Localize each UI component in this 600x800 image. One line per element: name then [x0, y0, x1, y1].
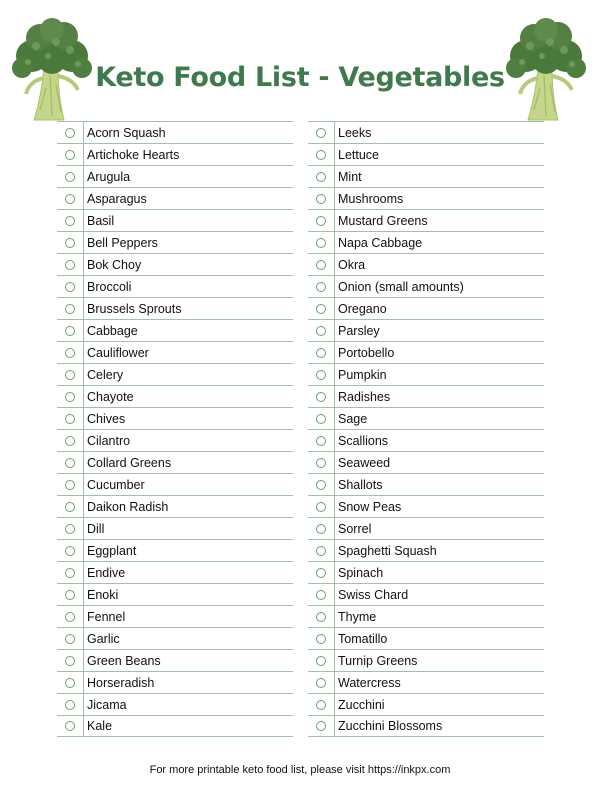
checklist-item — [57, 231, 293, 253]
checklist-item — [57, 583, 293, 605]
checklist-item — [308, 605, 544, 627]
checkbox[interactable] — [308, 276, 335, 297]
checklist-item — [57, 451, 293, 473]
checkbox[interactable] — [57, 650, 84, 671]
checklist-item — [57, 363, 293, 385]
checklist-item — [308, 341, 544, 363]
checkbox[interactable] — [308, 298, 335, 319]
checkbox[interactable] — [57, 452, 84, 473]
checkbox-circle-icon — [316, 414, 326, 424]
checkbox[interactable] — [308, 694, 335, 715]
checklist-item — [57, 627, 293, 649]
checkbox-circle-icon — [65, 326, 75, 336]
checkbox[interactable] — [57, 672, 84, 693]
checkbox[interactable] — [308, 122, 335, 143]
item-label: Asparagus — [87, 191, 147, 206]
item-label: Acorn Squash — [87, 125, 166, 140]
checkbox[interactable] — [57, 122, 84, 143]
checklist-item — [57, 165, 293, 187]
checkbox-circle-icon — [65, 414, 75, 424]
checkbox[interactable] — [308, 188, 335, 209]
item-label: Spinach — [338, 565, 384, 580]
checklist-item — [308, 231, 544, 253]
item-label: Dill — [87, 521, 105, 536]
checkbox-circle-icon — [316, 568, 326, 578]
checkbox[interactable] — [57, 166, 84, 187]
checkbox-circle-icon — [316, 502, 326, 512]
item-label: Seaweed — [338, 455, 391, 470]
checkbox-circle-icon — [65, 348, 75, 358]
item-label: Jicama — [87, 697, 127, 712]
checkbox-circle-icon — [316, 678, 326, 688]
item-label: Fennel — [87, 609, 126, 624]
checklist-item — [57, 341, 293, 363]
item-label: Eggplant — [87, 543, 137, 558]
checkbox-circle-icon — [65, 238, 75, 248]
checkbox[interactable] — [308, 496, 335, 517]
checkbox-circle-icon — [65, 304, 75, 314]
item-label: Okra — [338, 257, 366, 272]
checkbox-circle-icon — [316, 700, 326, 710]
item-label: Sorrel — [338, 521, 372, 536]
item-label: Watercress — [338, 675, 401, 690]
item-label: Chives — [87, 411, 126, 426]
checkbox-circle-icon — [65, 678, 75, 688]
checkbox[interactable] — [57, 540, 84, 561]
item-label: Turnip Greens — [338, 653, 418, 668]
item-label: Zucchini Blossoms — [338, 719, 443, 733]
checkbox[interactable] — [57, 188, 84, 209]
checkbox[interactable] — [57, 606, 84, 627]
checkbox[interactable] — [308, 628, 335, 649]
checkbox-circle-icon — [316, 546, 326, 556]
item-label: Portobello — [338, 345, 395, 360]
checkbox-circle-icon — [316, 458, 326, 468]
checkbox-circle-icon — [65, 436, 75, 446]
checklist-item — [57, 561, 293, 583]
checklist-item — [308, 671, 544, 693]
checkbox[interactable] — [57, 496, 84, 517]
item-label: Spaghetti Squash — [338, 543, 437, 558]
checklist-item — [57, 429, 293, 451]
checklist-item — [57, 605, 293, 627]
checkbox[interactable] — [308, 166, 335, 187]
item-label: Onion (small amounts) — [338, 279, 464, 294]
checkbox[interactable] — [57, 254, 84, 275]
checklist-item — [57, 495, 293, 517]
checklist-item — [308, 451, 544, 473]
item-label: Tomatillo — [338, 631, 388, 646]
item-label: Bell Peppers — [87, 235, 158, 250]
checklist-item — [308, 209, 544, 231]
checklist-item — [308, 429, 544, 451]
checklist-item — [308, 495, 544, 517]
checklist-item — [57, 121, 293, 143]
checklist-item — [308, 473, 544, 495]
checkbox[interactable] — [308, 320, 335, 341]
item-label: Cauliflower — [87, 345, 149, 360]
item-label: Snow Peas — [338, 499, 402, 514]
checkbox-circle-icon — [316, 238, 326, 248]
checkbox[interactable] — [308, 364, 335, 385]
checklist-item — [57, 385, 293, 407]
checkbox[interactable] — [57, 144, 84, 165]
item-label: Collard Greens — [87, 455, 172, 470]
checkbox-circle-icon — [65, 634, 75, 644]
item-label: Mustard Greens — [338, 213, 428, 228]
item-label: Basil — [87, 213, 115, 228]
item-label: Radishes — [338, 389, 391, 404]
checkbox[interactable] — [308, 452, 335, 473]
checklist-item — [57, 319, 293, 341]
checklist-item — [57, 275, 293, 297]
checkbox-circle-icon — [316, 656, 326, 666]
item-label: Endive — [87, 565, 126, 580]
left-checklist — [57, 121, 293, 737]
checkbox-circle-icon — [65, 590, 75, 600]
item-label: Kale — [87, 719, 113, 733]
checklist-item — [308, 187, 544, 209]
checklist-item — [308, 121, 544, 143]
item-label: Horseradish — [87, 675, 155, 690]
item-label: Swiss Chard — [338, 587, 409, 602]
checkbox[interactable] — [308, 606, 335, 627]
checkbox-circle-icon — [316, 524, 326, 534]
checkbox-circle-icon — [316, 392, 326, 402]
checklist-item — [57, 693, 293, 715]
checkbox[interactable] — [57, 562, 84, 583]
item-label: Arugula — [87, 169, 131, 184]
checkbox[interactable] — [308, 562, 335, 583]
checkbox[interactable] — [57, 364, 84, 385]
checkbox[interactable] — [308, 672, 335, 693]
item-label: Oregano — [338, 301, 387, 316]
checkbox[interactable] — [57, 430, 84, 451]
right-checklist — [308, 121, 544, 737]
checkbox[interactable] — [57, 276, 84, 297]
checklist-item — [57, 473, 293, 495]
checkbox-circle-icon — [316, 612, 326, 622]
checkbox-circle-icon — [65, 150, 75, 160]
checklist-item — [57, 671, 293, 693]
checkbox[interactable] — [308, 540, 335, 561]
checkbox-circle-icon — [65, 721, 75, 731]
checkbox[interactable] — [308, 232, 335, 253]
item-label: Celery — [87, 367, 124, 382]
checkbox-circle-icon — [65, 458, 75, 468]
item-label: Enoki — [87, 587, 119, 602]
item-label: Parsley — [338, 323, 380, 338]
checkbox[interactable] — [308, 144, 335, 165]
checkbox-circle-icon — [65, 612, 75, 622]
checklist-item — [308, 297, 544, 319]
checkbox[interactable] — [308, 342, 335, 363]
checkbox[interactable] — [308, 386, 335, 407]
item-label: Daikon Radish — [87, 499, 169, 514]
checklist-item — [57, 209, 293, 231]
checkbox[interactable] — [308, 584, 335, 605]
item-label: Chayote — [87, 389, 134, 404]
checkbox[interactable] — [57, 210, 84, 231]
checkbox[interactable] — [308, 474, 335, 495]
checklist-item — [308, 539, 544, 561]
footer-note: For more printable keto food list, please visit https://inkpx.com — [149, 764, 451, 776]
checkbox-circle-icon — [65, 546, 75, 556]
checklist-item — [57, 539, 293, 561]
checkbox-circle-icon — [316, 721, 326, 731]
checklist-item — [308, 715, 544, 737]
checkbox[interactable] — [308, 716, 335, 736]
checkbox-circle-icon — [65, 392, 75, 402]
checkbox-circle-icon — [65, 568, 75, 578]
checklist-item — [57, 297, 293, 319]
checklist-item — [308, 649, 544, 671]
checkbox[interactable] — [57, 342, 84, 363]
item-label: Mushrooms — [338, 191, 404, 206]
item-label: Scallions — [338, 433, 389, 448]
checkbox-circle-icon — [316, 172, 326, 182]
checkbox-circle-icon — [316, 634, 326, 644]
checklist-item — [308, 385, 544, 407]
checklist-item — [308, 165, 544, 187]
checkbox-circle-icon — [65, 216, 75, 226]
item-label: Garlic — [87, 631, 120, 646]
checklist-item — [57, 715, 293, 737]
checkbox[interactable] — [57, 518, 84, 539]
checklist-item — [57, 407, 293, 429]
checklist-item — [57, 517, 293, 539]
checkbox-circle-icon — [316, 304, 326, 314]
item-label: Artichoke Hearts — [87, 147, 180, 162]
checklist-item — [308, 143, 544, 165]
checklist-item — [308, 407, 544, 429]
checkbox-circle-icon — [316, 194, 326, 204]
checklist-item — [308, 363, 544, 385]
item-label: Cilantro — [87, 433, 131, 448]
checkbox-circle-icon — [65, 370, 75, 380]
checkbox-circle-icon — [316, 348, 326, 358]
checkbox[interactable] — [308, 650, 335, 671]
checklist-item — [308, 627, 544, 649]
checkbox[interactable] — [57, 320, 84, 341]
checklist-item — [308, 693, 544, 715]
checklist-item — [57, 143, 293, 165]
checkbox[interactable] — [57, 232, 84, 253]
item-label: Lettuce — [338, 147, 380, 162]
item-label: Shallots — [338, 477, 383, 492]
item-label: Cucumber — [87, 477, 145, 492]
checkbox-circle-icon — [316, 282, 326, 292]
checklist-item — [308, 319, 544, 341]
checkbox[interactable] — [57, 584, 84, 605]
checklist-item — [308, 561, 544, 583]
checkbox-circle-icon — [316, 260, 326, 270]
checkbox[interactable] — [57, 298, 84, 319]
checklist-item — [57, 187, 293, 209]
item-label: Sage — [338, 411, 368, 426]
checklist-item — [57, 253, 293, 275]
checkbox-circle-icon — [316, 128, 326, 138]
checkbox-circle-icon — [65, 194, 75, 204]
checklist-item — [308, 275, 544, 297]
checkbox[interactable] — [57, 694, 84, 715]
item-label: Brussels Sprouts — [87, 301, 182, 316]
checkbox[interactable] — [57, 408, 84, 429]
checkbox[interactable] — [57, 386, 84, 407]
checkbox-circle-icon — [65, 128, 75, 138]
checkbox[interactable] — [308, 210, 335, 231]
checklist-item — [308, 253, 544, 275]
item-label: Mint — [338, 169, 362, 184]
item-label: Thyme — [338, 609, 377, 624]
checkbox-circle-icon — [316, 436, 326, 446]
checkbox-circle-icon — [316, 216, 326, 226]
checkbox-circle-icon — [65, 260, 75, 270]
item-label: Cabbage — [87, 323, 138, 338]
checkbox-circle-icon — [65, 656, 75, 666]
checklist-item — [308, 517, 544, 539]
checkbox[interactable] — [308, 430, 335, 451]
item-label: Zucchini — [338, 697, 385, 712]
checkbox-circle-icon — [65, 700, 75, 710]
checkbox[interactable] — [57, 474, 84, 495]
checkbox-circle-icon — [316, 480, 326, 490]
item-label: Green Beans — [87, 653, 161, 668]
checkbox-circle-icon — [316, 370, 326, 380]
checklist-item — [57, 649, 293, 671]
checkbox-circle-icon — [65, 172, 75, 182]
checkbox-circle-icon — [316, 150, 326, 160]
item-label: Bok Choy — [87, 257, 142, 272]
checkbox-circle-icon — [65, 480, 75, 490]
item-label: Leeks — [338, 125, 372, 140]
item-label: Napa Cabbage — [338, 235, 423, 250]
checkbox-circle-icon — [65, 502, 75, 512]
checkbox[interactable] — [308, 408, 335, 429]
item-label: Pumpkin — [338, 367, 387, 382]
checkbox[interactable] — [57, 628, 84, 649]
checklist-item — [308, 583, 544, 605]
page-title: Keto Food List - Vegetables — [95, 62, 505, 93]
item-label: Broccoli — [87, 279, 132, 294]
checkbox[interactable] — [57, 716, 84, 736]
checkbox[interactable] — [308, 518, 335, 539]
checkbox-circle-icon — [316, 326, 326, 336]
checkbox-circle-icon — [65, 524, 75, 534]
checkbox[interactable] — [308, 254, 335, 275]
checkbox-circle-icon — [316, 590, 326, 600]
checkbox-circle-icon — [65, 282, 75, 292]
